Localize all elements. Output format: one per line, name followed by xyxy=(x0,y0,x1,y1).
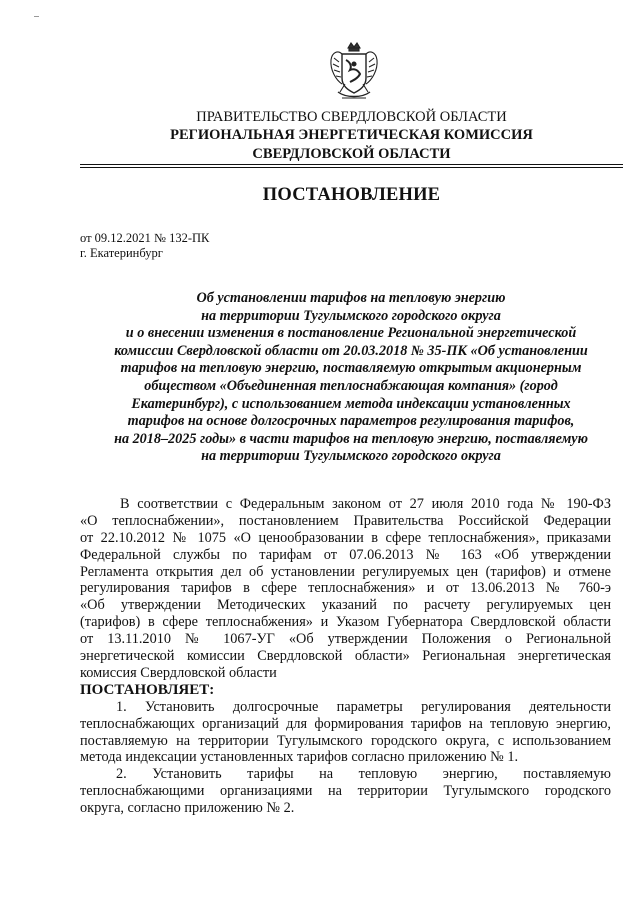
document-body xyxy=(80,496,611,817)
subject-line: и о внесении изменения в постановление Региональной энергетической xyxy=(125,325,577,342)
item-1-line: теплоснабжающих организаций для формирования тарифов на тепловую энергию, xyxy=(80,715,611,732)
item-2-line: округа, согласно приложению № 2. xyxy=(80,800,295,817)
document-subject xyxy=(72,290,630,466)
subject-line: Екатеринбург), с использованием метода индексации установленных xyxy=(131,395,571,412)
preamble-line: от 22.10.2012 № 1075 «О ценообразовании в сфере теплоснабжения», приказами xyxy=(80,529,611,546)
scan-mark xyxy=(34,16,39,17)
header-divider-thin xyxy=(80,167,623,168)
item-2-line: 2. Установить тарифы на тепловую энергию, поставляемую xyxy=(116,766,611,783)
document-date-number: от 09.12.2021 № 132-ПК xyxy=(80,231,210,245)
header-government: ПРАВИТЕЛЬСТВО СВЕРДЛОВСКОЙ ОБЛАСТИ xyxy=(196,109,507,125)
preamble-line: В соответствии с Федеральным законом от 27 июля 2010 года № 190-ФЗ xyxy=(120,496,611,512)
preamble-line: «О теплоснабжении», постановлением Правительства Российской Федерации xyxy=(80,512,611,529)
header-commission: РЕГИОНАЛЬНАЯ ЭНЕРГЕТИЧЕСКАЯ КОМИССИЯ xyxy=(170,127,533,143)
subject-line: обществом «Объединенная теплоснабжающая компания» (город xyxy=(144,377,558,394)
resolves-heading: ПОСТАНОВЛЯЕТ: xyxy=(80,681,215,698)
subject-line: на 2018–2025 годы» в части тарифов на тепловую энергию, поставляемую xyxy=(114,430,588,447)
item-1-line: метода индексации установленных тарифов согласно приложению № 1. xyxy=(80,749,519,766)
item-2-line: теплоснабжающими организациями на территории Тугулымского городского xyxy=(80,783,611,800)
coat-of-arms-icon xyxy=(328,40,380,110)
preamble-line: энергетической комиссии Свердловской области» Региональная энергетическая xyxy=(80,648,611,665)
preamble-line: (тарифов) в сфере теплоснабжения» и Указом Губернатора Свердловской области xyxy=(80,614,611,631)
document-city: г. Екатеринбург xyxy=(80,246,163,260)
subject-line: на территории Тугулымского городского округа xyxy=(201,307,501,324)
preamble-line: регулирования тарифов в сфере теплоснабжения» и от 13.06.2013 № 760-э xyxy=(80,580,611,597)
item-1-line: поставляемую на территории Тугулымского городского округа, с использованием xyxy=(80,732,611,749)
subject-line: тарифов на основе долгосрочных параметров регулирования тарифов, xyxy=(127,413,575,430)
preamble-line: комиссия Свердловской области xyxy=(80,664,277,681)
item-1-line: 1. Установить долгосрочные параметры регулирования деятельности xyxy=(116,698,611,715)
subject-line: Об установлении тарифов на тепловую энергию xyxy=(196,290,506,306)
preamble-line: Федеральной службы по тарифам от 07.06.2013 № 163 «Об утверждении xyxy=(80,546,611,563)
preamble-line: Регламента открытия дел об установлении регулируемых цен (тарифов) и отмене xyxy=(80,563,611,580)
subject-line: комиссии Свердловской области от 20.03.2018 № 35-ПК «Об установлении xyxy=(114,342,588,359)
header-region: СВЕРДЛОВСКОЙ ОБЛАСТИ xyxy=(252,146,451,162)
subject-line: на территории Тугулымского городского округа xyxy=(201,448,501,465)
subject-line: тарифов на тепловую энергию, поставляемую открытым акционерным xyxy=(120,360,582,377)
document-type-title: ПОСТАНОВЛЕНИЕ xyxy=(262,185,441,205)
preamble-line: от 13.11.2010 № 1067-УГ «Об утверждении Положения о Региональной xyxy=(80,631,611,648)
header-divider xyxy=(80,164,623,165)
preamble-line: «Об утверждении Методических указаний по расчету регулируемых цен xyxy=(80,597,611,614)
